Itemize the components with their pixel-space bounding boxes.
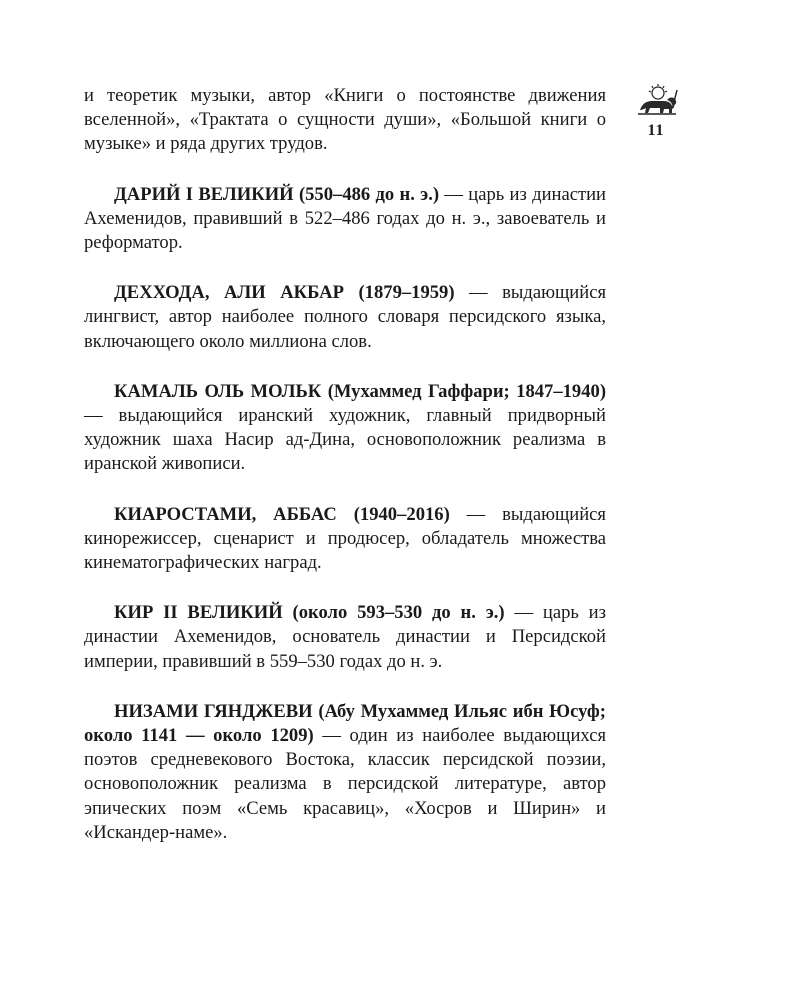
entry-description: — один из наиболее выдающихся поэтов средневекового Востока, классик персидской поэзии, основоположник реализма в персидской литературе, автор эпических поэм «Семь красавиц», «Хосров и Ширин» и «Искандер-наме». [84,725,606,843]
entry-dehkhoda [84,281,606,354]
entry-name: НИЗАМИ ГЯНДЖЕВИ [114,700,313,722]
entry-kiarostami [84,503,606,576]
entry-dates: (550–486 до н. э.) [298,183,440,205]
entry-name: КИР II ВЕЛИКИЙ [114,602,283,624]
entry-description: — выдающийся кинорежиссер, сценарист и продюсер, обладатель множества кинематографических наград. [84,503,606,574]
entry-description: — выдающийся иранский художник, главный придворный художник шаха Насир ад-Дина, основоположник реализма в иранской живописи. [84,405,606,475]
entry-dates: (Абу Мухаммед Ильяс ибн Юсуф; около 1141 — около 1209) [84,700,606,747]
lion-and-sun-emblem-icon [634,82,678,116]
entry-dates: (около 593–530 до н. э.) [292,602,505,624]
entry-kamal-ol-molk [84,380,606,477]
entry-name: КИАРОСТАМИ, АББАС [114,503,337,525]
text-column [84,84,606,871]
entry-dates: (1879–1959) [358,282,455,304]
entry-cyrus [84,601,606,674]
entry-description: — выдающийся лингвист, автор наиболее полного словаря персидского языка, включающего около миллиона слов. [84,282,607,352]
entry-name: КАМАЛЬ ОЛЬ МОЛЬК [114,380,322,402]
entry-darius [84,183,606,256]
entry-dates: (Мухаммед Гаффари; 1847–1940) [327,380,607,402]
entry-name: ДАРИЙ I ВЕЛИКИЙ [114,183,294,205]
page-number: 11 [647,122,665,139]
entry-description: — царь из династии Ахеменидов, основатель династии и Персидской империи, правивший в 559–530 годах до н. э. [84,602,606,672]
entry-nizami [84,700,606,845]
intro-paragraph: и теоретик музыки, автор «Книги о постоянстве движения вселенной», «Трактата о сущности души», «Большой книги о музыке» и ряда других трудов. [84,85,606,155]
entry-description: — царь из династии Ахеменидов, правивший в 522–486 годах до н. э., завоеватель и реформатор. [84,183,607,254]
entry-dates: (1940–2016) [353,503,450,525]
entry-name: ДЕХХОДА, АЛИ АКБАР [114,282,344,304]
page-folio [632,82,680,140]
